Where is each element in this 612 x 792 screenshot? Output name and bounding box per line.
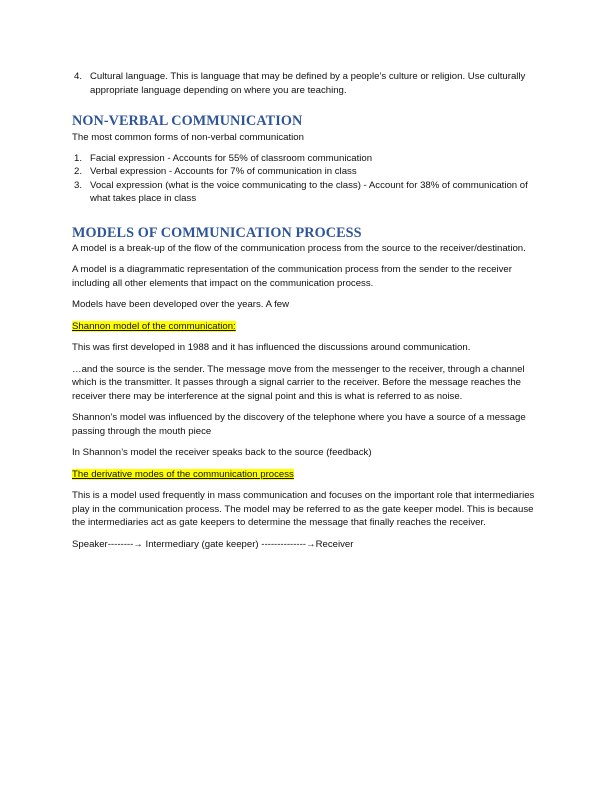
list-number: 3. xyxy=(74,179,83,191)
nonverbal-intro: The most common forms of non-verbal communication xyxy=(72,132,304,143)
derivative-paragraph: This is a model used frequently in mass communication and focuses on the important role that intermediaries play in the communication process. The model may be referred to as the gate keeper model. This is because the intermediaries act as gate keepers to determine the message that finally reaches the receiver. xyxy=(72,490,535,528)
list-number: 1. xyxy=(74,152,83,164)
models-paragraph-few: Models have been developed over the years. A few xyxy=(72,299,290,310)
cultural-language-list xyxy=(72,70,542,97)
shannon-paragraph-feedback: In Shannon’s model the receiver speaks back to the source (feedback) xyxy=(72,447,372,458)
derivative-subheading xyxy=(72,468,542,482)
derivative-subheading-text: The derivative modes of the communication process xyxy=(72,468,294,480)
models-paragraph-definition: A model is a break-up of the flow of the communication process from the source to the receiver/destination. xyxy=(72,242,526,254)
list-number: 2. xyxy=(74,166,83,177)
list-item xyxy=(72,152,542,166)
shannon-paragraph-telephone: Shannon’s model was influenced by the discovery of the telephone where you have a source of a message passing through the mouth piece xyxy=(72,412,526,437)
list-item xyxy=(72,70,542,97)
shannon-subheading xyxy=(72,320,542,334)
shannon-subheading-text: Shannon model of the communication: xyxy=(72,320,236,332)
list-item xyxy=(72,165,542,179)
list-text: Facial expression - Accounts for 55% of classroom communication xyxy=(90,152,373,164)
list-text: Verbal expression - Accounts for 7% of communication in class xyxy=(90,166,357,177)
list-text: Cultural language. This is language that may be defined by a people’s culture or religion. Use culturally appropriate language depending on where you are teaching. xyxy=(90,71,526,96)
models-heading: MODELS OF COMMUNICATION PROCESS xyxy=(72,224,362,241)
list-item xyxy=(72,179,542,206)
shannon-paragraph-process: …and the source is the sender. The message move from the messenger to the receiver, through a channel which is the transmitter. It passes through a signal carrier to the receiver. Before the message reaches the receiver there may be interference at the signal point and this is what is referred to as noise. xyxy=(72,363,525,402)
page-content xyxy=(72,70,542,551)
shannon-paragraph-history: This was first developed in 1988 and it has influenced the discussions around communication. xyxy=(72,342,471,353)
nonverbal-heading: NON-VERBAL COMMUNICATION xyxy=(72,113,303,129)
models-paragraph-diagrammatic: A model is a diagrammatic representation of the communication process from the sender to the receiver including all other elements that impact on the communication process. xyxy=(72,264,512,289)
list-text: Vocal expression (what is the voice communicating to the class) - Account for 38% of communication of what takes place in class xyxy=(90,179,528,204)
gatekeeper-flow: Speaker--------→ Intermediary (gate keeper) --------------→Receiver xyxy=(72,538,354,550)
nonverbal-list xyxy=(72,152,542,206)
list-number: 4. xyxy=(74,71,83,82)
